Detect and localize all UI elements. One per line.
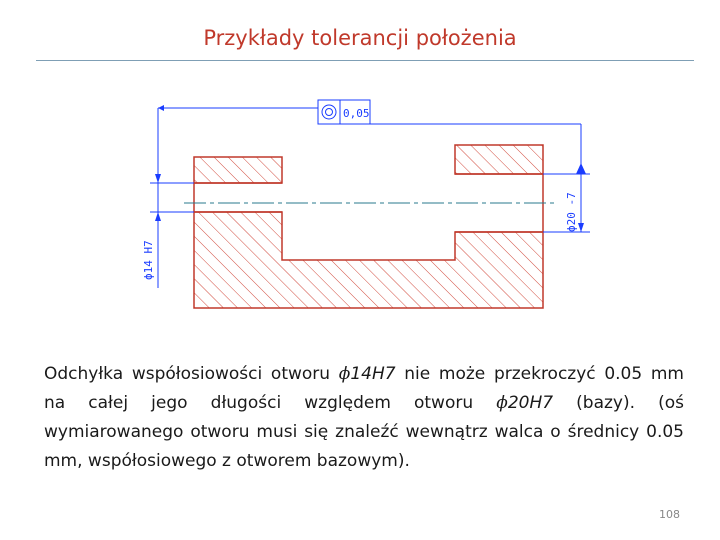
tolerance-frame	[318, 100, 370, 124]
part-section	[194, 145, 543, 308]
dim-right-label: ϕ20 -7	[565, 192, 578, 232]
page-number: 108	[659, 508, 680, 521]
dim-left-label: ϕ14 H7	[142, 240, 155, 280]
slide-title: Przykłady tolerancji położenia	[203, 26, 517, 50]
dimension-right	[370, 124, 590, 232]
description-paragraph: Odchyłka współosiowości otworu ϕ14H7 nie może przekroczyć 0.05 mm na całej jego długości względem otworu ϕ20H7 (bazy). (oś wymiarowanego otworu musi się znaleźć wewnątrz walca o średnicy 0.05 mm, współosiowego z otworem bazowym).	[44, 364, 684, 471]
tolerance-value: 0,05	[343, 107, 370, 120]
